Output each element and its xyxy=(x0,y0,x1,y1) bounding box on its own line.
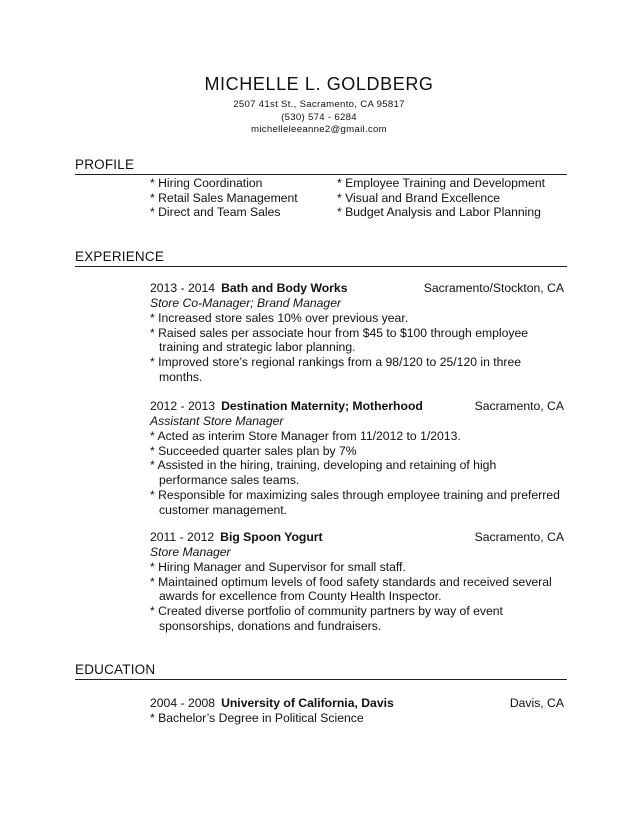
job-entry xyxy=(150,281,564,385)
job-location: Sacramento/Stockton, CA xyxy=(423,281,564,295)
profile-skill: * Employee Training and Development xyxy=(337,176,545,190)
school-name: University of California, Davis xyxy=(221,696,394,710)
education-heading: EDUCATION xyxy=(75,662,567,680)
job-bullet: * Improved store’s regional rankings from a 98/120 to 25/120 in three months. xyxy=(150,355,522,384)
job-header xyxy=(150,399,564,414)
profile-skill: * Hiring Coordination xyxy=(150,176,263,190)
job-location: Sacramento, CA xyxy=(474,399,564,413)
education-years: 2004 - 2008 xyxy=(150,696,216,710)
profile-right-column xyxy=(337,176,545,220)
job-years: 2012 - 2013 xyxy=(150,399,216,413)
job-header xyxy=(150,281,564,296)
job-title: Store Co-Manager; Brand Manager xyxy=(150,296,342,310)
candidate-name: MICHELLE L. GOLDBERG xyxy=(204,74,434,94)
address: 2507 41st St., Sacramento, CA 95817 xyxy=(233,99,405,110)
job-title: Store Manager xyxy=(150,545,231,559)
profile-skill: * Budget Analysis and Labor Planning xyxy=(337,205,541,220)
job-header xyxy=(150,530,564,545)
job-employer: Destination Maternity; Motherhood xyxy=(221,399,423,413)
job-bullet: * Assisted in the hiring, training, developing and retaining of high performance sales teams. xyxy=(150,458,497,488)
job-bullet: * Maintained optimum levels of food safety standards and received several awards for excellence from County Health Inspector. xyxy=(150,574,552,604)
job-location: Sacramento, CA xyxy=(474,530,564,544)
job-bullet: * Acted as interim Store Manager from 11/2012 to 1/2013. xyxy=(150,428,461,443)
profile-heading: PROFILE xyxy=(75,157,567,175)
profile-left-column xyxy=(150,176,298,220)
job-bullet: * Increased store sales 10% over previous year. xyxy=(150,310,409,325)
job-bullet: * Raised sales per associate hour from $45 to $100 through employee training and strategic labor planning. xyxy=(150,325,529,355)
job-title: Assistant Store Manager xyxy=(150,414,284,428)
experience-heading: EXPERIENCE xyxy=(75,249,567,267)
job-bullet: * Responsible for maximizing sales through employee training and preferred customer management. xyxy=(150,487,560,517)
job-bullet: * Succeeded quarter sales plan by 7% xyxy=(150,443,357,458)
job-employer: Big Spoon Yogurt xyxy=(220,530,323,544)
job-entry xyxy=(150,399,564,518)
job-years: 2011 - 2012 xyxy=(150,530,215,544)
email-address: michelleleeanne2@gmail.com xyxy=(251,124,387,135)
school-location: Davis, CA xyxy=(509,696,564,710)
education-header xyxy=(150,696,564,711)
job-bullet: * Hiring Manager and Supervisor for small staff. xyxy=(150,559,406,574)
profile-skill: * Direct and Team Sales xyxy=(150,205,281,220)
job-years: 2013 - 2014 xyxy=(150,281,216,295)
phone-number: (530) 574 - 6284 xyxy=(281,112,357,123)
job-entry xyxy=(150,530,564,634)
job-employer: Bath and Body Works xyxy=(221,281,348,295)
degree: * Bachelor’s Degree in Political Science xyxy=(150,711,364,725)
job-bullet: * Created diverse portfolio of community partners by way of event sponsorships, donations and fundraisers. xyxy=(150,604,503,633)
profile-skill: * Retail Sales Management xyxy=(150,190,298,205)
education-entry xyxy=(150,696,564,726)
profile-skill: * Visual and Brand Excellence xyxy=(337,190,501,205)
